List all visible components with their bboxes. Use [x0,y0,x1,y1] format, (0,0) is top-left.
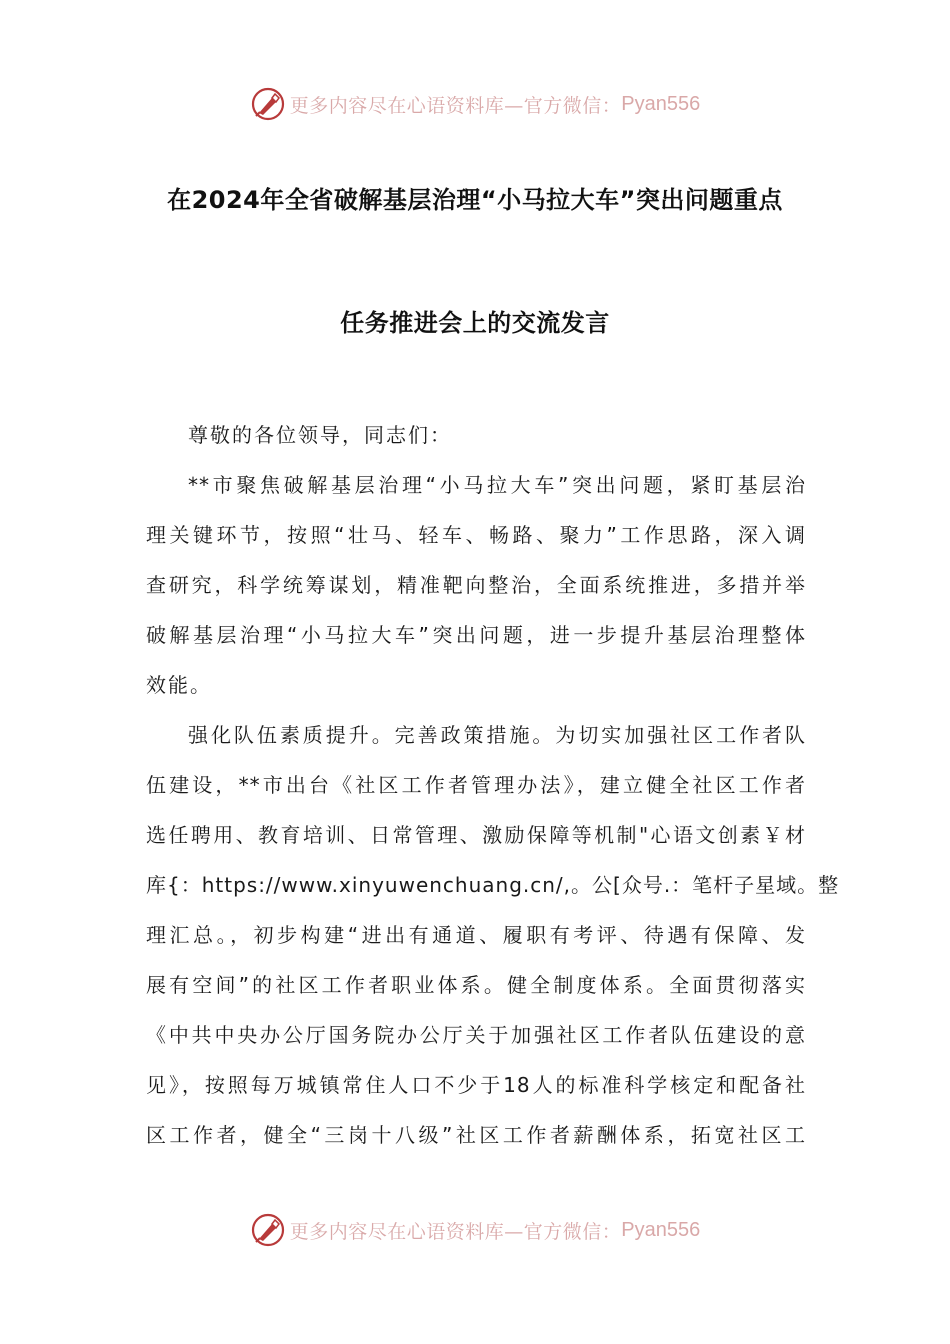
body-line: 《中共中央办公厅国务院办公厅关于加强社区工作者队伍建设的意 [146,1023,806,1047]
pen-nib-logo-icon [250,86,286,122]
body-line: 选任聘用、教育培训、日常管理、激励保障等机制"心语文创素￥材 [146,823,806,847]
body-line: 破解基层治理“小马拉大车”突出问题，进一步提升基层治理整体 [146,623,806,647]
body-line: 理关键环节，按照“壮马、轻车、畅路、聚力”工作思路，深入调 [146,523,806,547]
document-title-line-1: 在2024年全省破解基层治理“小马拉大车”突出问题重点 [167,186,783,214]
body-line: 见》，按照每万城镇常住人口不少于18人的标准科学核定和配备社 [146,1073,806,1097]
header-banner [0,82,950,126]
document-body [146,410,840,1160]
banner-wechat-id: Pyan556 [621,92,701,115]
body-line: **市聚焦破解基层治理“小马拉大车”突出问题，紧盯基层治 [188,473,806,497]
body-line: 强化队伍素质提升。完善政策措施。为切实加强社区工作者队 [188,723,806,747]
body-line: 查研究，科学统筹谋划，精准靶向整治，全面系统推进，多措并举 [146,573,806,597]
pen-nib-logo-icon [250,1212,286,1248]
body-line: 伍建设，**市出台《社区工作者管理办法》，建立健全社区工作者 [146,773,806,797]
footer-banner [0,1208,950,1252]
body-line: 展有空间”的社区工作者职业体系。健全制度体系。全面贯彻落实 [146,973,806,997]
banner-text: 更多内容尽在心语资料库—官方微信： [289,1220,622,1243]
banner-text: 更多内容尽在心语资料库—官方微信： [289,94,622,117]
body-line: 库{：https://www.xinyuwenchuang.cn/,。公[众号.：笔杆子星域。整 [146,873,840,897]
body-line: 区工作者，健全“三岗十八级”社区工作者薪酬体系，拓宽社区工 [146,1123,806,1147]
body-line: 理汇总。，初步构建“进出有通道、履职有考评、待遇有保障、发 [146,923,806,947]
body-line: 效能。 [146,673,212,697]
body-line: 尊敬的各位领导，同志们： [188,423,452,447]
banner-wechat-id: Pyan556 [621,1218,701,1241]
document-title-line-2: 任务推进会上的交流发言 [340,309,610,337]
